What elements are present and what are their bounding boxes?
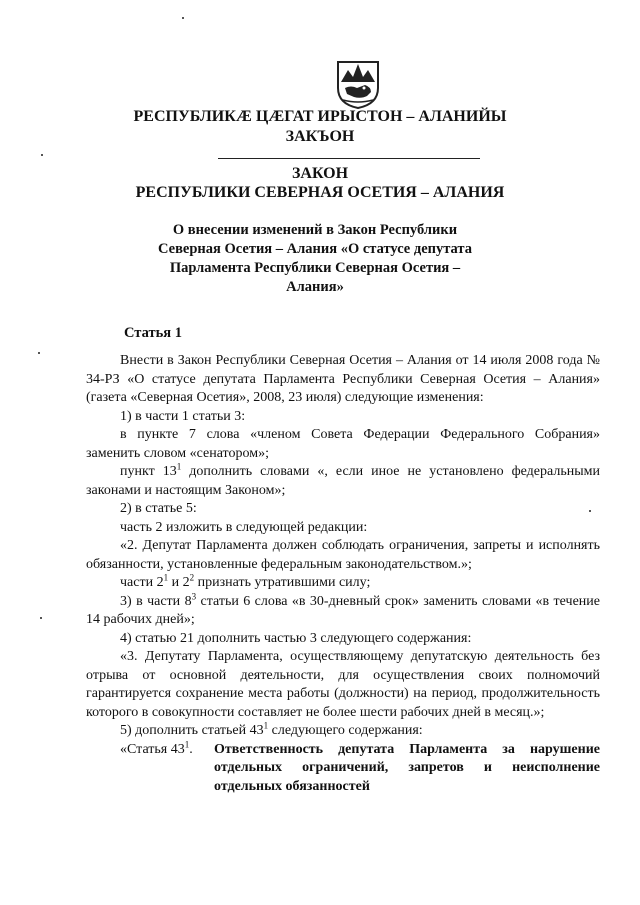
ossetian-law-heading: ЗАКЪОН <box>285 128 355 145</box>
item-2-paragraph-b: части $2^1$ и $2^2$ признать утратившими силу; <box>120 572 371 590</box>
republic-heading: РЕСПУБЛИКИ СЕВЕРНАЯ ОСЕТИЯ – АЛАНИЯ <box>135 184 505 201</box>
article-43-1-title: Ответственность депутата Парламента за нарушение отдельных ограничений, запретов и неисполнение отдельных обязанностей <box>214 741 600 794</box>
item-2-quote: «2. Депутат Парламента должен соблюдать ограничения, запреты и исполнять обязанности, установленные федеральным законодательством.»; <box>86 538 600 572</box>
item-3: 3) в части $8^3$ статьи 6 слова «в 30-дневный срок» заменить словами «в течение 14 рабочих дней»; <box>86 590 600 627</box>
scan-speck <box>589 510 591 512</box>
scan-speck <box>182 17 184 19</box>
coat-of-arms-emblem <box>334 58 382 110</box>
scan-speck <box>38 352 40 354</box>
item-1-paragraph-a: в пункте 7 слова «членом Совета Федерации Федерального Собрания» заменить словом «сенатором»; <box>86 427 600 461</box>
article-body <box>86 352 600 796</box>
item-1: 1) в части 1 статьи 3: <box>120 408 246 424</box>
article-43-1-label: «Статья $43^1$. <box>120 738 193 757</box>
law-heading: ЗАКОН <box>291 165 349 182</box>
item-4: 4) статью 21 дополнить частью 3 следующего содержания: <box>120 630 472 646</box>
ossetian-republic-heading: РЕСПУБЛИКӔ ЦӔГАТ ИРЫСТОН – АЛАНИЙЫ <box>133 108 507 125</box>
article-43-1-heading <box>86 738 600 797</box>
law-subject-title: О внесении изменений в Закон Республики Северная Осетия – Алания «О статусе депутата Парламента Республики Северная Осетия – Алания» <box>158 222 472 295</box>
scan-speck <box>40 617 42 619</box>
item-2-paragraph-a: часть 2 изложить в следующей редакции: <box>120 519 368 535</box>
scan-speck <box>41 154 43 156</box>
article-1-heading: Статья 1 <box>124 325 182 341</box>
item-5: 5) дополнить статьей $43^1$ следующего содержания: <box>120 720 423 738</box>
item-4-quote: «3. Депутату Парламента, осуществляющему депутатскую деятельность без отрыва от основной деятельности, для осуществления своих полномочий гарантируется сохранение места работы (должности) на период, продолжительность которого в совокупности составляет не более шести рабочих дней в месяц.»; <box>86 649 600 720</box>
header-divider <box>218 158 480 159</box>
item-2: 2) в статье 5: <box>120 501 197 516</box>
item-1-paragraph-b: пункт $13^1$ дополнить словами «, если иное не установлено федеральными законами и настоящим Законом»; <box>86 461 600 498</box>
intro-paragraph: Внести в Закон Республики Северная Осетия – Алания от 14 июля 2008 года № 34-РЗ «О статусе депутата Парламента Республики Северная Осетия – Алания» (газета «Северная Осетия», 2008, 23 июля) следующие изменения: <box>86 353 600 405</box>
